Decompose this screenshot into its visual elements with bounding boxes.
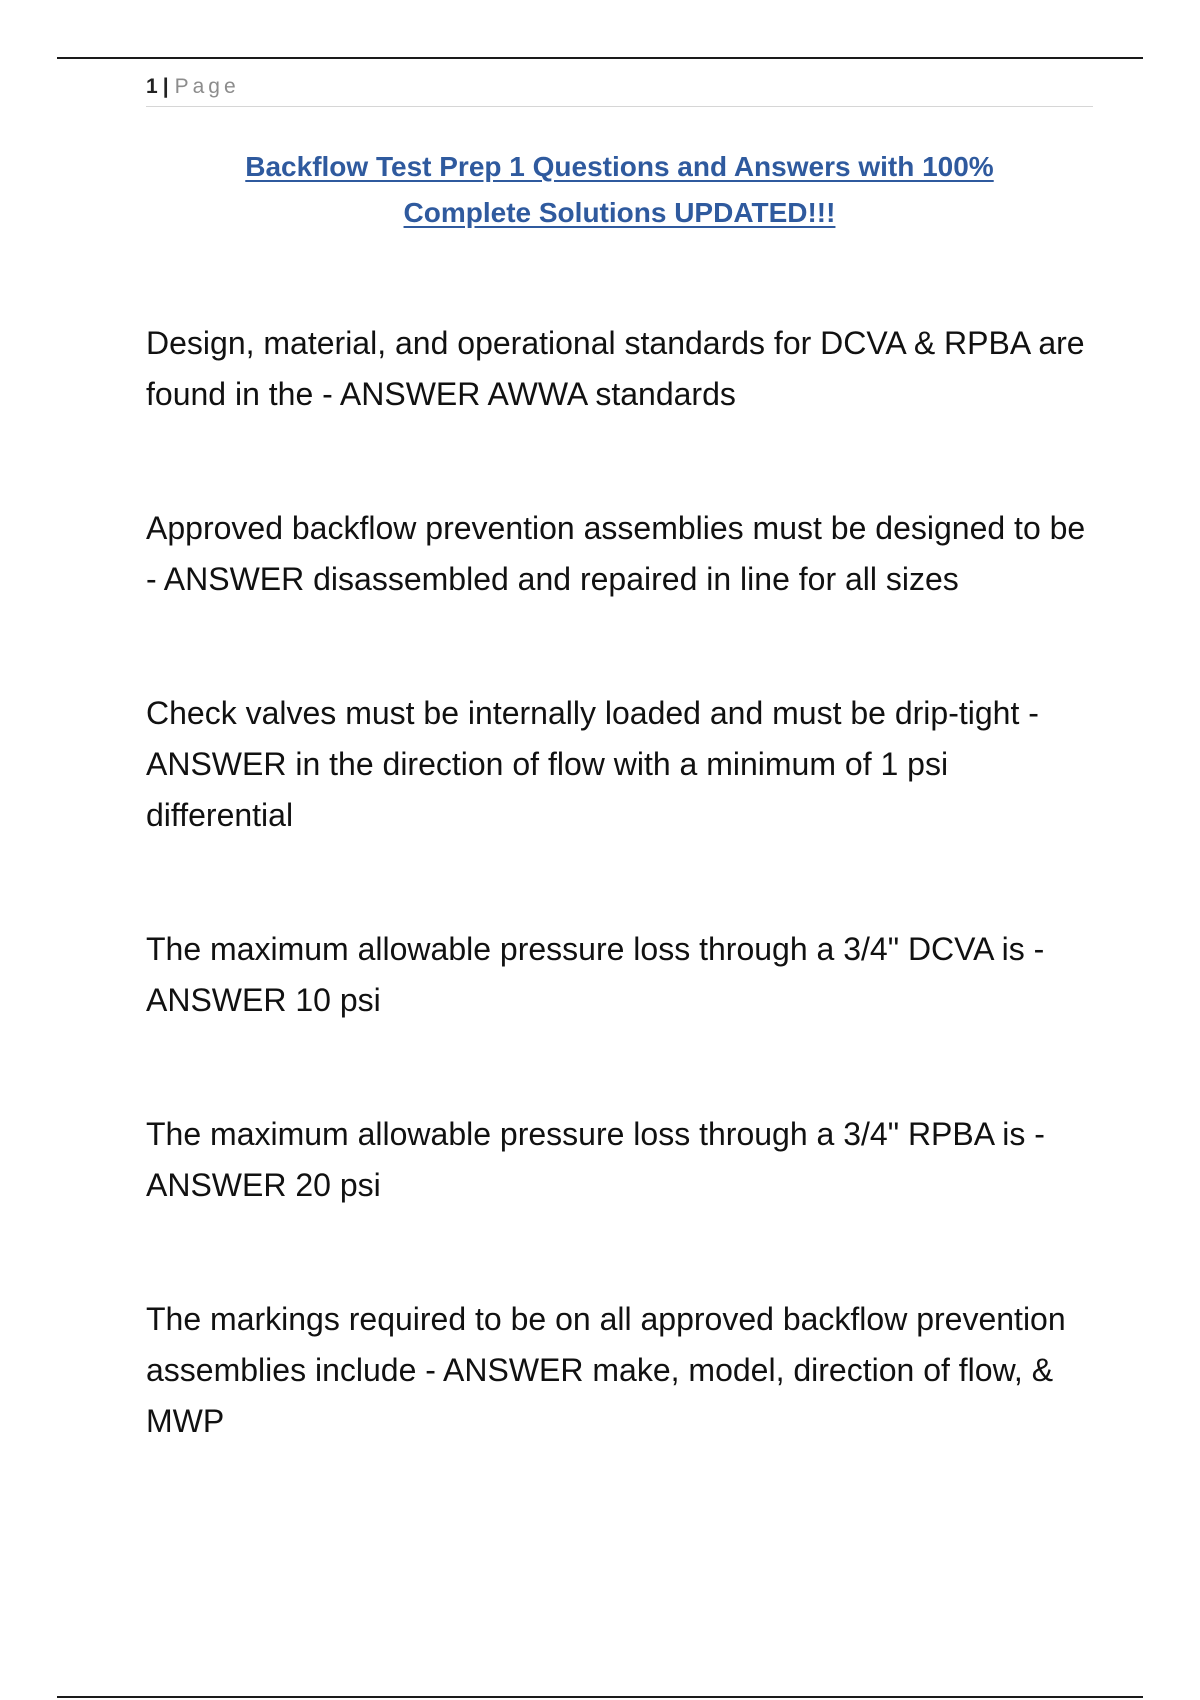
qa-item-6: The markings required to be on all approved backflow prevention assemblies include - ANSWER make, model, direction of flow, & MWP: [146, 1301, 1066, 1439]
page-number: 1: [146, 75, 158, 98]
page-separator: |: [162, 75, 169, 98]
bottom-rule: [57, 1696, 1143, 1698]
document-title: [146, 144, 1093, 236]
page-label: Page: [174, 75, 240, 98]
title-line-1: Backflow Test Prep 1 Questions and Answers with 100%: [245, 151, 994, 182]
qa-list: [146, 318, 1086, 1447]
page-header: [146, 74, 1093, 107]
qa-item-2: Approved backflow prevention assemblies must be designed to be - ANSWER disassembled and repaired in line for all sizes: [146, 510, 1086, 597]
qa-item-4: The maximum allowable pressure loss through a 3/4" DCVA is - ANSWER 10 psi: [146, 931, 1045, 1018]
top-rule: [57, 57, 1143, 59]
qa-item-1: Design, material, and operational standards for DCVA & RPBA are found in the - ANSWER AWWA standards: [146, 325, 1085, 412]
qa-item-5: The maximum allowable pressure loss through a 3/4" RPBA is - ANSWER 20 psi: [146, 1116, 1045, 1203]
qa-item-3: Check valves must be internally loaded and must be drip-tight - ANSWER in the direction of flow with a minimum of 1 psi differential: [146, 695, 1039, 833]
title-line-2: Complete Solutions UPDATED!!!: [403, 197, 836, 228]
